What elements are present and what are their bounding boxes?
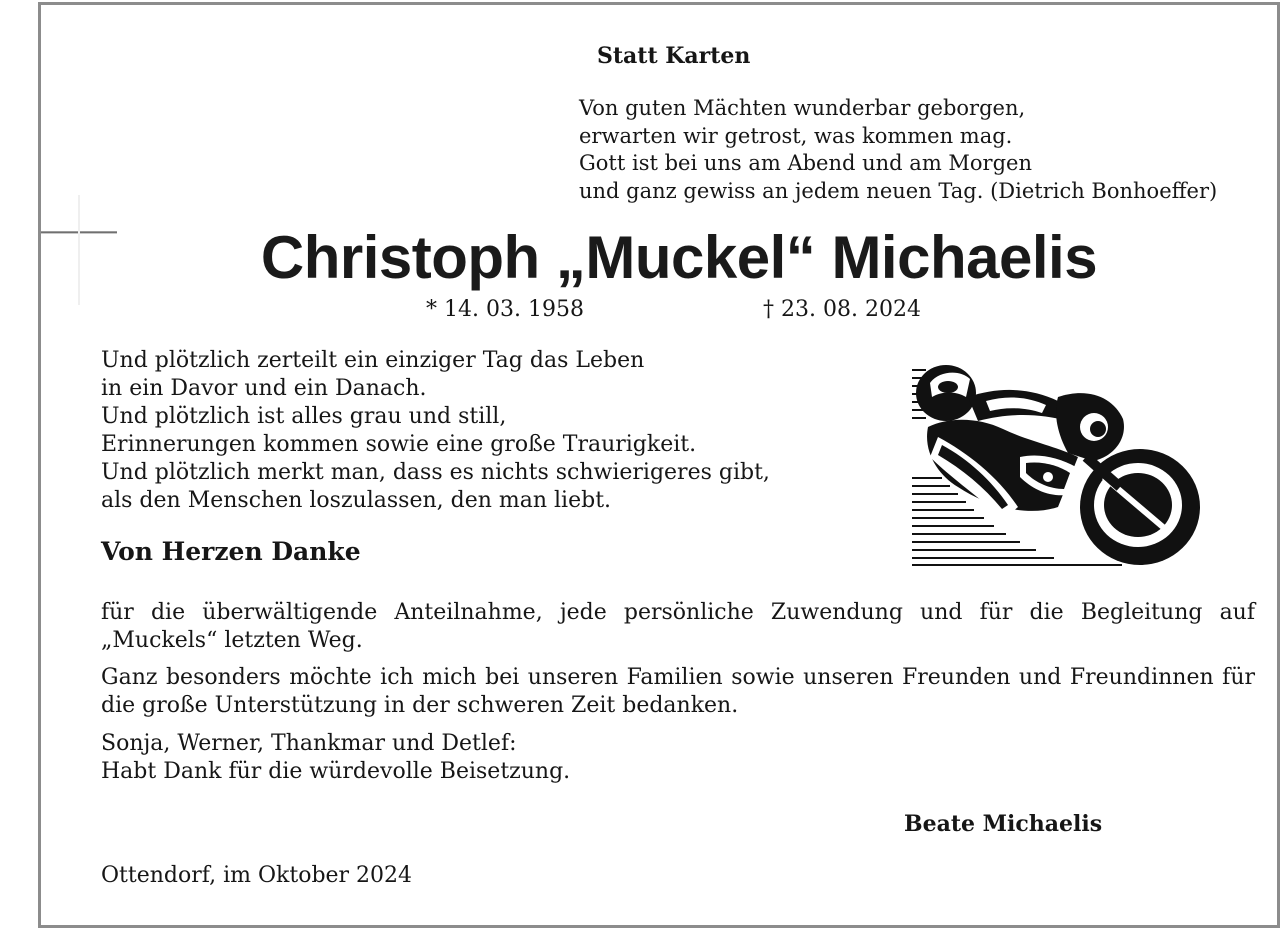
poem-line: Und plötzlich zerteilt ein einziger Tag das Leben [101,348,645,373]
birth-date: * 14. 03. 1958 [426,297,584,322]
motto-quote [579,95,1217,205]
poem-line: als den Menschen loszulassen, den man liebt. [101,488,612,513]
header-title: Statt Karten [597,43,751,69]
death-date: † 23. 08. 2024 [763,297,921,322]
thanks-line: Habt Dank für die würdevolle Beisetzung. [101,758,571,784]
thanks-line: Sonja, Werner, Thankmar und Detlef: [101,731,517,756]
obituary-card [38,2,1280,928]
thanks-paragraph: für die überwältigende Anteilnahme, jede persönliche Zuwendung und für die Begleitung auf „Muckels“ letzten Weg. [101,600,1255,653]
thanks-heading: Von Herzen Danke [101,537,361,566]
motto-line: erwarten wir getrost, was kommen mag. [579,123,1013,148]
motto-line: Gott ist bei uns am Abend und am Morgen [579,151,1032,175]
thanks-paragraph: Ganz besonders möchte ich mich bei unseren Familien sowie unseren Freunden und Freundinnen für die große Unterstützung in der schweren Zeit bedanken. [101,665,1255,718]
poem-line: Und plötzlich merkt man, dass es nichts schwierigeres gibt, [101,460,770,485]
poem-line: Erinnerungen kommen sowie eine große Traurigkeit. [101,432,697,457]
poem-line: in ein Davor und ein Danach. [101,376,427,401]
poem-line: Und plötzlich ist alles grau und still, [101,404,507,429]
motto-line: und ganz gewiss an jedem neuen Tag. (Dietrich Bonhoeffer) [579,178,1218,203]
deceased-name: Christoph „Muckel“ Michaelis [260,224,1098,291]
signature: Beate Michaelis [904,811,1103,837]
motto-line: Von guten Mächten wunderbar geborgen, [579,96,1026,120]
thanks-paragraph [101,730,1255,785]
poem [101,347,770,515]
motorcycle-racer-illustration [908,357,1204,571]
place-date: Ottendorf, im Oktober 2024 [101,863,413,888]
